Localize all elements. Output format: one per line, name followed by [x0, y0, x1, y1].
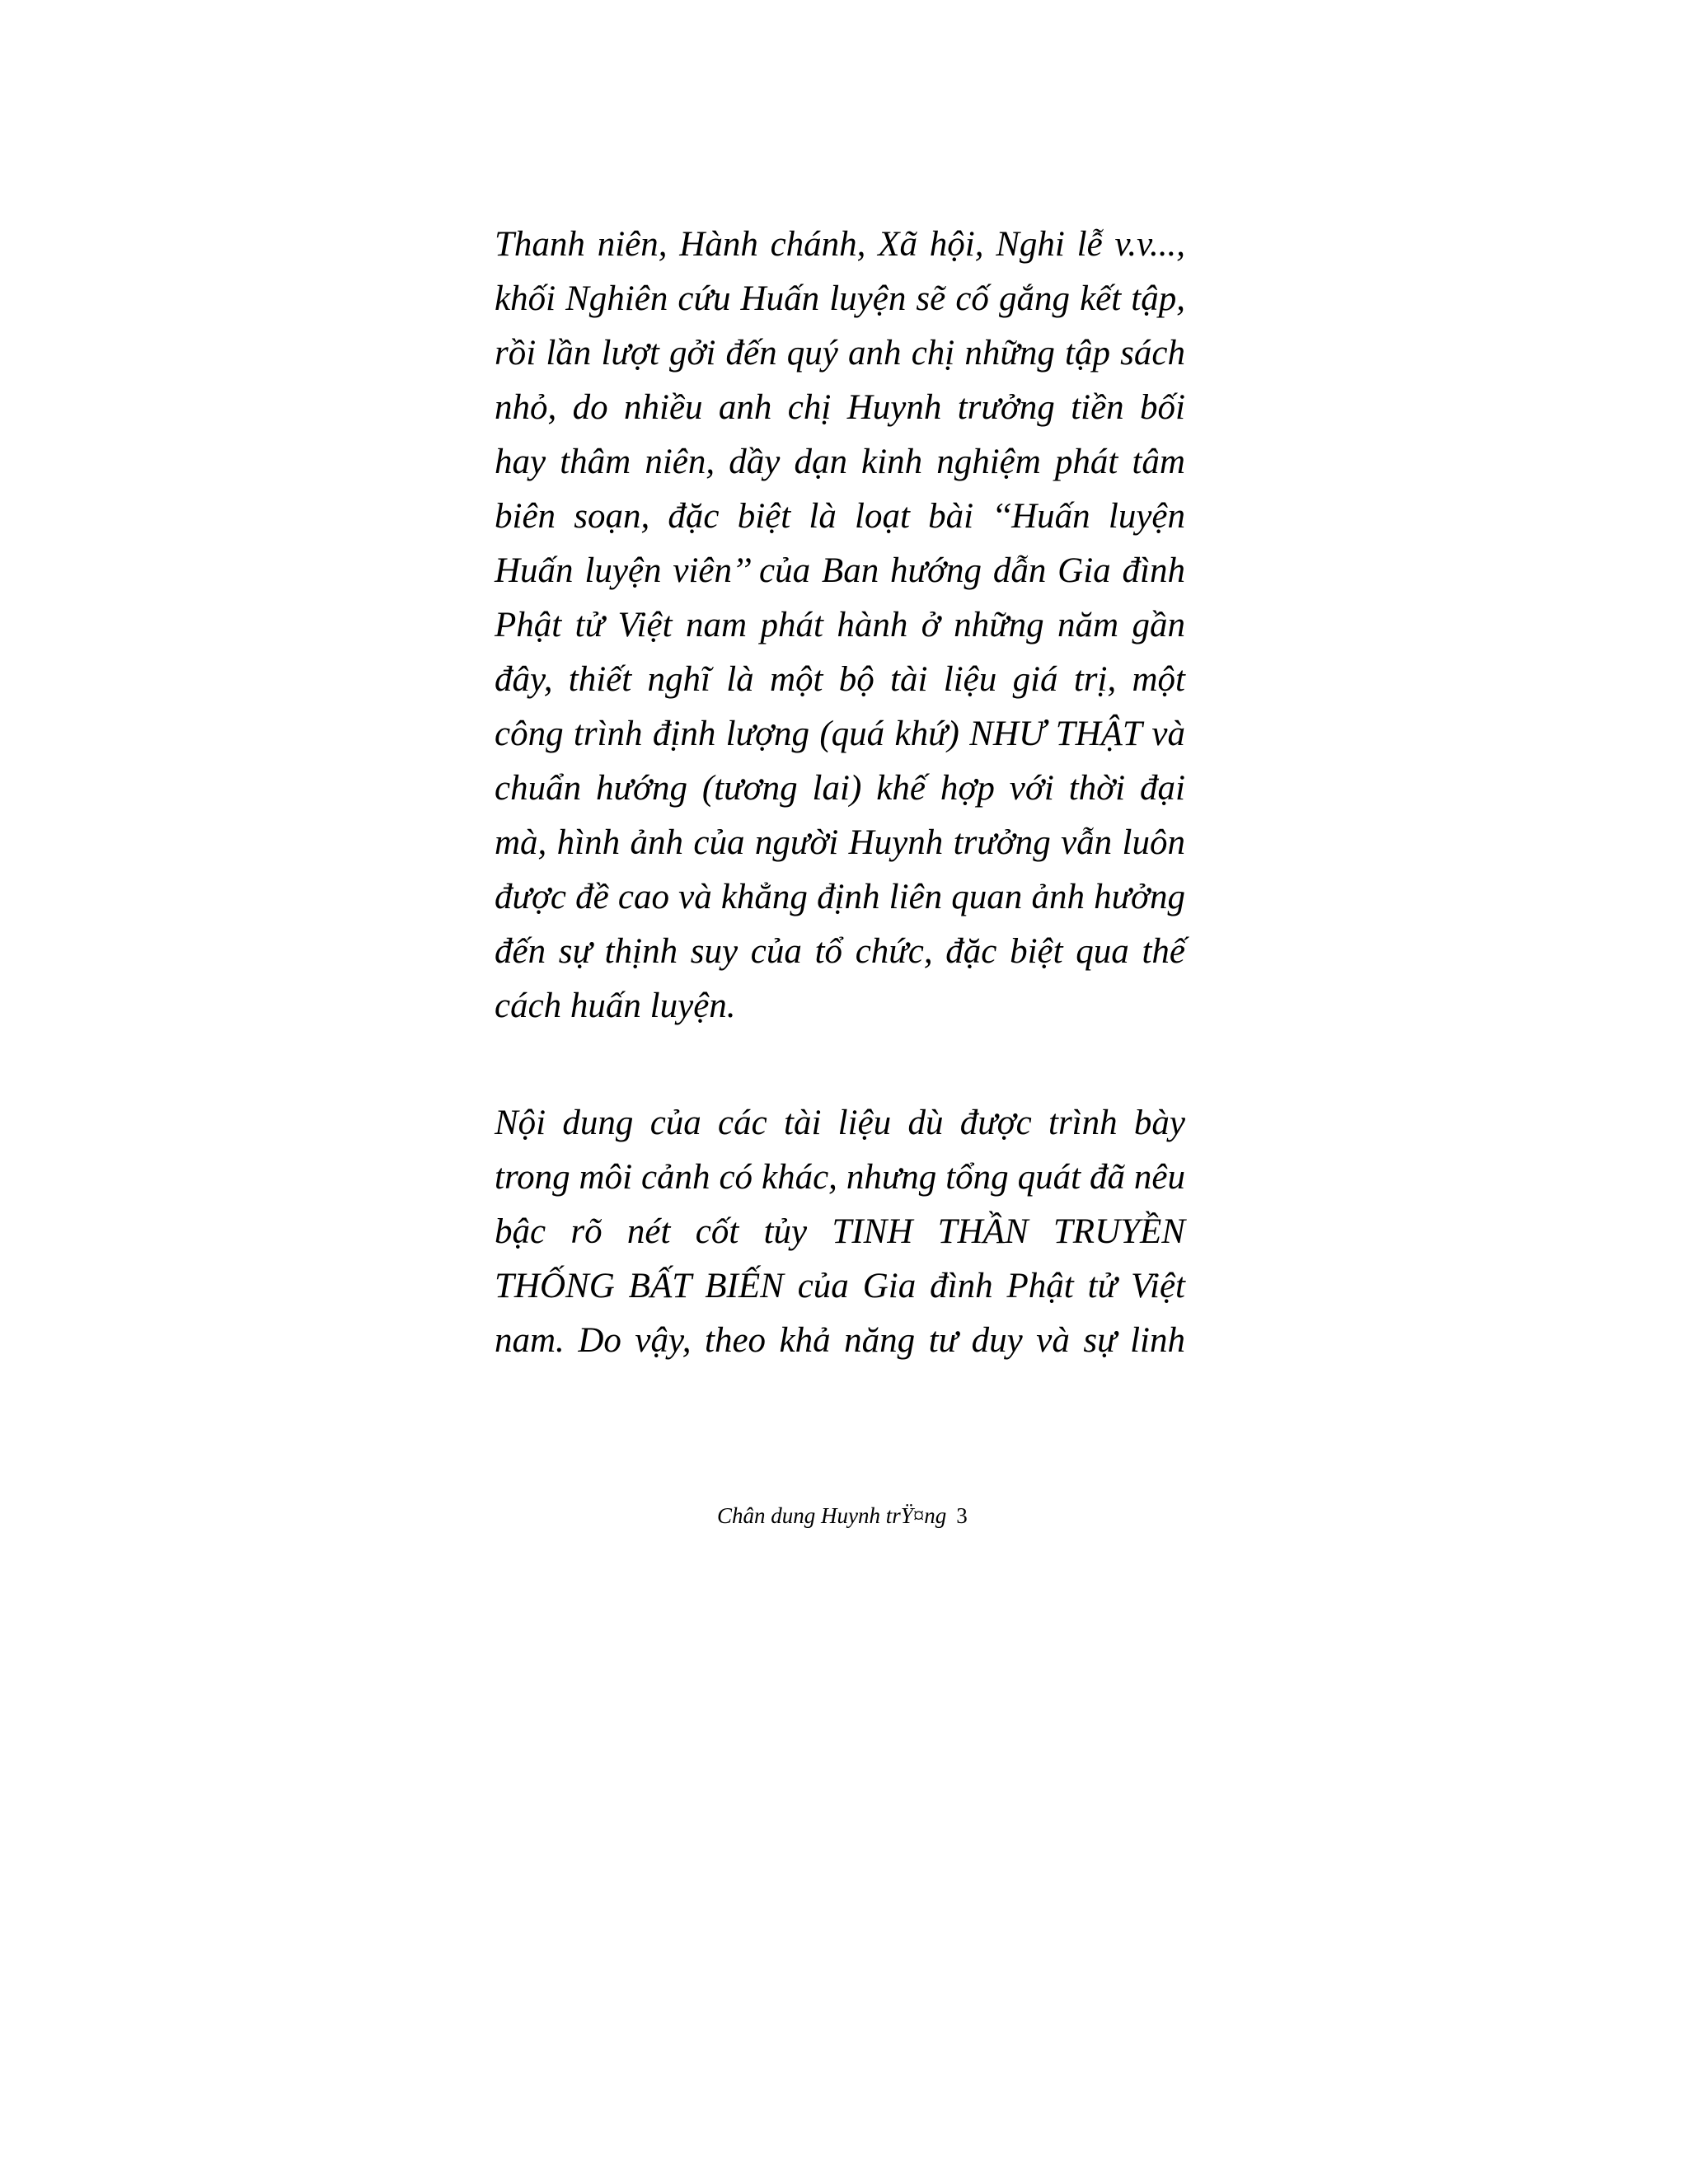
text-line: biên soạn, đặc biệt là loạt bài ‘‘Huấn luyện	[495, 497, 1185, 536]
text-line: Phật tử Việt nam phát hành ở những năm gần	[495, 606, 1185, 644]
paragraph-2	[495, 1096, 1185, 1368]
page-number: 3	[956, 1503, 968, 1528]
text-line: nhỏ, do nhiều anh chị Huynh trưởng tiền bối	[495, 388, 1185, 427]
text-line: Nội dung của các tài liệu dù được trình bày	[495, 1104, 1185, 1142]
text-line: công trình định lượng (quá khứ) NHƯ THẬT và	[495, 715, 1185, 753]
text-line: cách huấn luyện.	[495, 987, 736, 1025]
text-line: rồi lần lượt gởi đến quý anh chị những tập sách	[495, 334, 1185, 373]
text-line: chuẩn hướng (tương lai) khế hợp với thời đại	[495, 769, 1185, 808]
text-line: khối Nghiên cứu Huấn luyện sẽ cố gắng kết tập,	[495, 279, 1185, 318]
text-line: THỐNG BẤT BIẾN của Gia đình Phật tử Việt	[495, 1267, 1185, 1305]
text-line: nam. Do vậy, theo khả năng tư duy và sự linh	[495, 1321, 1185, 1360]
running-title: Chân dung Huynh trŸ¤ng	[717, 1503, 947, 1528]
text-line: trong môi cảnh có khác, nhưng tổng quát đã nêu	[495, 1158, 1185, 1197]
text-line: hay thâm niên, dầy dạn kinh nghiệm phát tâm	[495, 443, 1185, 481]
text-line: được đề cao và khẳng định liên quan ảnh hưởng	[495, 878, 1185, 916]
text-line: Thanh niên, Hành chánh, Xã hội, Nghi lễ v.v...,	[495, 225, 1185, 264]
paragraph-1	[495, 218, 1185, 1033]
page-body	[495, 218, 1185, 1368]
text-line: đây, thiết nghĩ là một bộ tài liệu giá trị, một	[495, 660, 1185, 699]
paragraph-spacer	[495, 1033, 1185, 1096]
text-line: Huấn luyện viên’’ của Ban hướng dẫn Gia đình	[495, 551, 1185, 590]
page-footer	[717, 1502, 968, 1530]
text-line: đến sự thịnh suy của tổ chức, đặc biệt qua thế	[495, 932, 1185, 971]
text-line: mà, hình ảnh của người Huynh trưởng vẫn luôn	[495, 823, 1185, 862]
text-line: bậc rõ nét cốt tủy TINH THẦN TRUYỀN	[495, 1212, 1185, 1251]
